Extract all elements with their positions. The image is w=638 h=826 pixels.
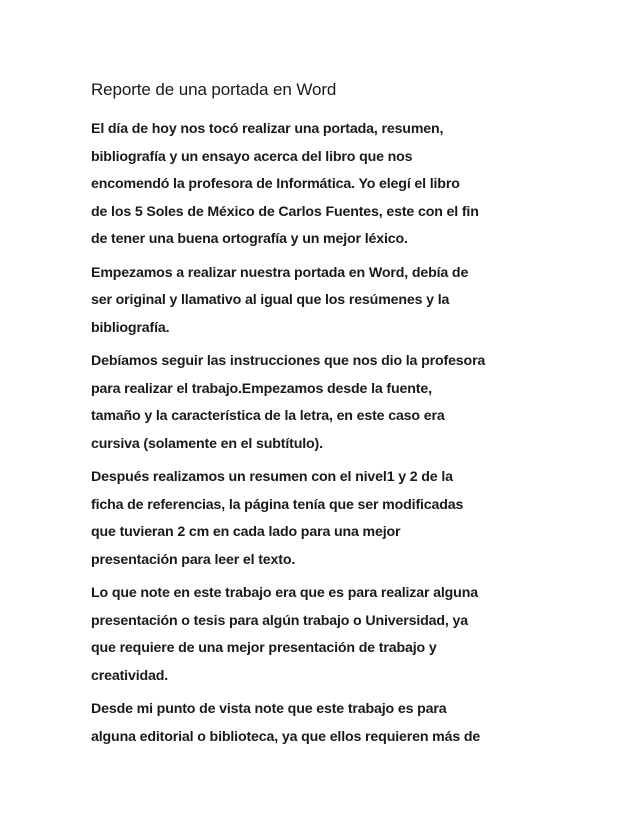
text-line: que requiere de una mejor presentación de trabajo y [91,640,437,656]
text-line: Debíamos seguir las instrucciones que nos dio la profesora [91,353,486,369]
paragraph-5 [91,580,551,690]
text-line: presentación para leer el texto. [91,551,296,568]
text-line: Lo que note en este trabajo era que es para realizar alguna [91,585,478,601]
document-title: Reporte de una portada en Word [91,80,337,99]
text-line: creatividad. [91,667,169,684]
text-line: para realizar el trabajo.Empezamos desde la fuente, [91,380,432,397]
text-line: Después realizamos un resumen con el nivel1 y 2 de la [91,469,453,485]
text-line: cursiva (solamente en el subtítulo). [91,435,323,452]
text-line: encomendó la profesora de Informática. Yo elegí el libro [91,176,460,192]
text-line: Desde mi punto de vista note que este trabajo es para [91,701,447,717]
text-line: bibliografía. [91,319,170,336]
text-line: presentación o tesis para algún trabajo o Universidad, ya [91,612,468,629]
paragraph-2 [91,260,551,343]
text-line: bibliografía y un ensayo acerca del libro que nos [91,148,413,165]
text-line: de tener una buena ortografía y un mejor léxico. [91,231,408,247]
text-line: ser original y llamativo al igual que los resúmenes y la [91,292,450,308]
text-line: tamaño y la característica de la letra, en este caso era [91,408,445,424]
text-line: Empezamos a realizar nuestra portada en Word, debía de [91,264,469,281]
text-line: de los 5 Soles de México de Carlos Fuentes, este con el fin [91,203,479,220]
document-body [91,74,551,757]
paragraph-4 [91,464,551,574]
text-line: ficha de referencias, la página tenía que ser modificadas [91,496,464,513]
text-line: alguna editorial o biblioteca, ya que ellos requieren más de [91,728,481,745]
paragraph-6 [91,696,551,751]
text-line: que tuvieran 2 cm en cada lado para una mejor [91,524,401,540]
text-line: El día de hoy nos tocó realizar una portada, resumen, [91,121,444,137]
paragraph-1 [91,116,551,254]
paragraph-3 [91,348,551,458]
